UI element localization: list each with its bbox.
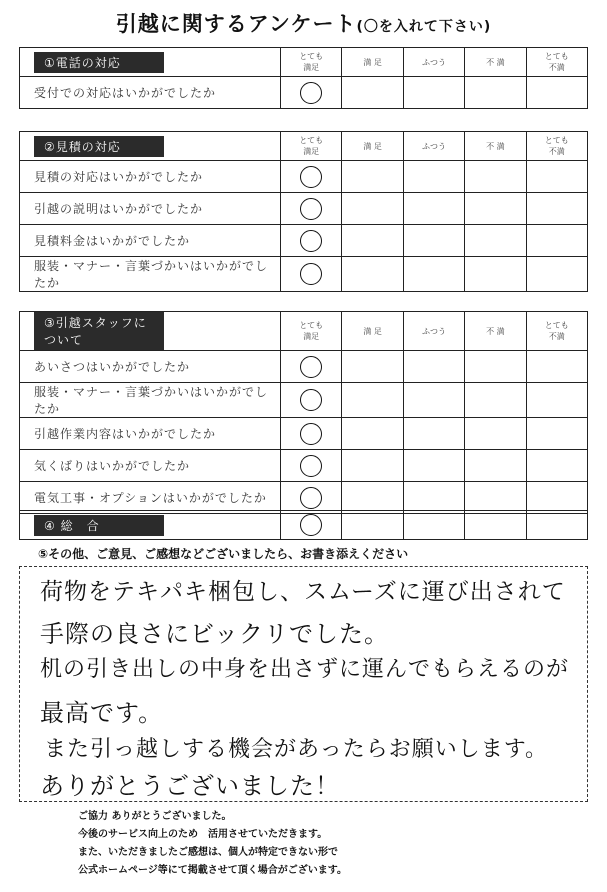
- rating-cell[interactable]: [465, 482, 526, 514]
- section-title: ②見積の対応: [34, 136, 164, 157]
- rating-header: 満 足: [342, 48, 403, 77]
- rating-cell[interactable]: [281, 257, 342, 292]
- rating-mark: [300, 263, 322, 285]
- rating-header: とても 満足: [281, 132, 342, 161]
- rating-cell[interactable]: [403, 193, 464, 225]
- rating-header: [465, 511, 526, 540]
- section-table: [19, 510, 588, 540]
- rating-cell[interactable]: [342, 351, 403, 383]
- rating-cell[interactable]: [342, 193, 403, 225]
- rating-header: [403, 511, 464, 540]
- rating-header: とても 不満: [526, 48, 587, 77]
- survey-title-text: 引越に関するアンケート: [115, 12, 357, 36]
- rating-header: とても 不満: [526, 312, 587, 351]
- rating-cell[interactable]: [465, 257, 526, 292]
- rating-cell[interactable]: [403, 77, 464, 109]
- rating-mark: [300, 389, 322, 411]
- footer-line: また、いただきましたご感想は、個人が特定できない形で: [78, 847, 338, 858]
- rating-cell[interactable]: [342, 225, 403, 257]
- question-row: [20, 161, 588, 193]
- rating-cell[interactable]: [465, 193, 526, 225]
- rating-cell[interactable]: [465, 383, 526, 418]
- comment-line: 最高です。: [40, 699, 164, 727]
- rating-cell[interactable]: [526, 383, 587, 418]
- question-row: [20, 351, 588, 383]
- rating-cell[interactable]: [403, 161, 464, 193]
- rating-cell[interactable]: [281, 351, 342, 383]
- rating-cell[interactable]: [403, 450, 464, 482]
- section-table: [19, 47, 588, 109]
- rating-header: とても 満足: [281, 48, 342, 77]
- rating-cell[interactable]: [526, 161, 587, 193]
- comment-line: 机の引き出しの中身を出さずに運んでもらえるのが: [40, 657, 570, 682]
- question-label: 見積の対応はいかがでしたか: [20, 161, 281, 193]
- rating-cell[interactable]: [281, 193, 342, 225]
- comment-line: ありがとうございました！: [40, 772, 340, 800]
- rating-mark: [300, 356, 322, 378]
- rating-cell[interactable]: [526, 77, 587, 109]
- rating-cell[interactable]: [281, 482, 342, 514]
- question-label: 引越の説明はいかがでしたか: [20, 193, 281, 225]
- rating-mark: [300, 455, 322, 477]
- rating-cell[interactable]: [281, 77, 342, 109]
- rating-mark: [300, 198, 322, 220]
- rating-mark: [300, 82, 322, 104]
- rating-cell[interactable]: [526, 482, 587, 514]
- rating-cell[interactable]: [342, 257, 403, 292]
- question-label: 引越作業内容はいかがでしたか: [20, 418, 281, 450]
- rating-cell[interactable]: [526, 193, 587, 225]
- rating-cell[interactable]: [526, 450, 587, 482]
- section-title: ④ 総 合: [34, 515, 164, 536]
- rating-cell[interactable]: [342, 383, 403, 418]
- rating-header: ふつう: [403, 48, 464, 77]
- rating-header: とても 不満: [526, 132, 587, 161]
- question-label: 気くばりはいかがでしたか: [20, 450, 281, 482]
- question-label: 服装・マナー・言葉づかいはいかがでしたか: [20, 257, 281, 292]
- footer-line: ご協力 ありがとうございました。: [78, 811, 232, 822]
- rating-header: [342, 511, 403, 540]
- rating-header: [281, 511, 342, 540]
- section-header-row: [20, 132, 588, 161]
- rating-cell[interactable]: [281, 161, 342, 193]
- rating-cell[interactable]: [403, 418, 464, 450]
- rating-cell[interactable]: [403, 383, 464, 418]
- rating-header: 不 満: [465, 132, 526, 161]
- survey-title: [0, 8, 607, 38]
- rating-mark[interactable]: [300, 514, 322, 536]
- rating-cell[interactable]: [465, 77, 526, 109]
- rating-cell[interactable]: [281, 225, 342, 257]
- rating-header: 満 足: [342, 132, 403, 161]
- rating-cell[interactable]: [465, 351, 526, 383]
- rating-cell[interactable]: [403, 482, 464, 514]
- question-label: 電気工事・オプションはいかがでしたか: [20, 482, 281, 514]
- section-header-row: [20, 312, 588, 351]
- section-header-row: [20, 511, 588, 540]
- rating-cell[interactable]: [526, 351, 587, 383]
- rating-cell[interactable]: [281, 418, 342, 450]
- rating-cell[interactable]: [342, 161, 403, 193]
- rating-cell[interactable]: [403, 351, 464, 383]
- rating-header: [526, 511, 587, 540]
- section-title: ①電話の対応: [34, 52, 164, 73]
- rating-cell[interactable]: [342, 77, 403, 109]
- rating-header: 満 足: [342, 312, 403, 351]
- footer-line: 公式ホームページ等にて掲載させて頂く場合がございます。: [78, 865, 347, 876]
- question-row: [20, 418, 588, 450]
- rating-cell[interactable]: [403, 225, 464, 257]
- question-row: [20, 383, 588, 418]
- rating-header: とても 満足: [281, 312, 342, 351]
- question-label: 服装・マナー・言葉づかいはいかがでしたか: [20, 383, 281, 418]
- rating-header: ふつう: [403, 132, 464, 161]
- comment-line: また引っ越しする機会があったらお願いします。: [44, 737, 549, 762]
- question-label: 見積料金はいかがでしたか: [20, 225, 281, 257]
- rating-cell[interactable]: [281, 450, 342, 482]
- rating-cell[interactable]: [526, 257, 587, 292]
- rating-cell[interactable]: [526, 418, 587, 450]
- question-row: [20, 77, 588, 109]
- rating-mark: [300, 487, 322, 509]
- rating-cell[interactable]: [342, 418, 403, 450]
- rating-mark: [300, 166, 322, 188]
- rating-mark: [300, 230, 322, 252]
- comment-line: 手際の良さにビックリでした。: [40, 620, 390, 648]
- rating-cell[interactable]: [342, 482, 403, 514]
- comment-line: 荷物をテキパキ梱包し、スムーズに運び出されて: [40, 579, 566, 605]
- rating-cell[interactable]: [465, 225, 526, 257]
- rating-mark: [300, 423, 322, 445]
- rating-cell[interactable]: [465, 450, 526, 482]
- comment-prompt: ⑤その他、ご意見、ご感想などございましたら、お書き添えください: [38, 547, 409, 561]
- rating-cell[interactable]: [342, 450, 403, 482]
- section-header-row: [20, 48, 588, 77]
- section-table: [19, 311, 588, 514]
- question-label: あいさつはいかがでしたか: [20, 351, 281, 383]
- question-row: [20, 225, 588, 257]
- question-row: [20, 482, 588, 514]
- rating-header: 不 満: [465, 48, 526, 77]
- rating-cell[interactable]: [465, 418, 526, 450]
- question-row: [20, 257, 588, 292]
- question-row: [20, 193, 588, 225]
- question-label: 受付での対応はいかがでしたか: [20, 77, 281, 109]
- footer-line: 今後のサービス向上のため 活用させていただきます。: [78, 829, 328, 840]
- section-title: ③引越スタッフについて: [34, 312, 164, 350]
- rating-cell[interactable]: [281, 383, 342, 418]
- question-row: [20, 450, 588, 482]
- survey-title-note: (〇を入れて下さい): [356, 19, 492, 35]
- section-table: [19, 131, 588, 292]
- rating-cell[interactable]: [465, 161, 526, 193]
- rating-header: 不 満: [465, 312, 526, 351]
- rating-cell[interactable]: [403, 257, 464, 292]
- rating-cell[interactable]: [526, 225, 587, 257]
- rating-header: ふつう: [403, 312, 464, 351]
